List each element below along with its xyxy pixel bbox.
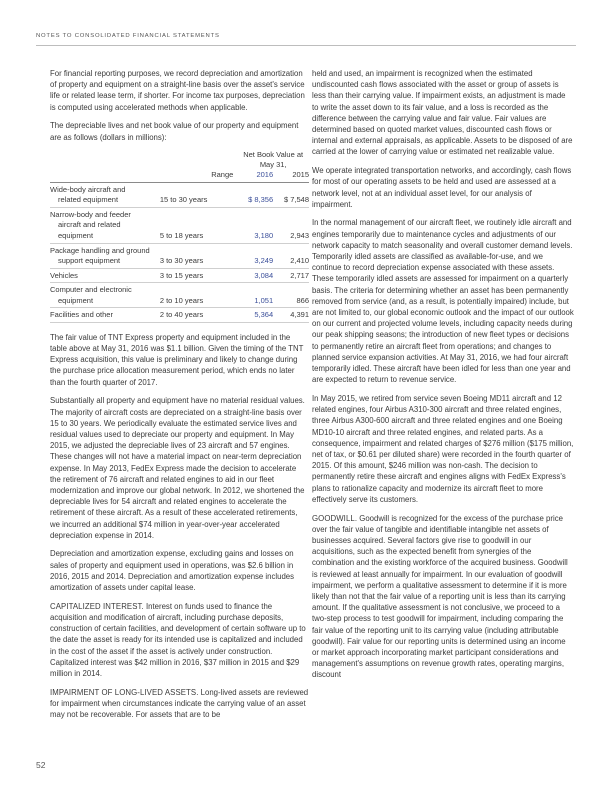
row-range: 15 to 30 years (154, 183, 237, 208)
section-heading-impairment: IMPAIRMENT OF LONG-LIVED ASSETS. (50, 687, 199, 697)
table-row (50, 183, 309, 208)
goodwill-text: Goodwill is recognized for the excess of the purchase price over the fair value of tangible and identifiable intangible net assets of businesses acquired. Several factors give rise to goodwill in our acquisitions, such as the expected benefit from synergies of the combination and the existing workforce of the acquired business. Goodwill is reviewed at least annually for impairment. In our evaluation of goodwill impairment, we perform a qualitative assessment to determine if it is more likely than not that the fair value of a reporting unit is less than its carrying amount. If the qualitative assessment is not conclusive, we proceed to a two-step process to test goodwill for impairment, including comparing the fair value of the reporting unit to its carrying value (including attributable goodwill). Fair value for our reporting units is determined using an income or market approach incorporating market participant considerations and management's assumptions on revenue growth rates, operating margins, discount (312, 513, 568, 680)
header-divider (36, 45, 576, 46)
paragraph-tnt-fair-value: The fair value of TNT Express property and equipment included in the table above at May 31, 2016 was $1.1 billion. Given the timing of the TNT Express acquisition, this value is preliminary and likely to change during the purchase price allocation measurement period, which ends no later than the fourth quarter of 2017. (50, 332, 304, 387)
row-label-cont: equipment (58, 295, 94, 305)
row-value-2016: 3,084 (237, 269, 273, 283)
row-value-2016: 1,051 (237, 283, 273, 308)
row-value-2016: 5,364 (237, 308, 273, 322)
row-label: Narrow-body and feeder (50, 209, 131, 219)
row-label-cont: aircraft and related equipment (58, 220, 121, 241)
running-header: NOTES TO CONSOLIDATED FINANCIAL STATEMENTS (36, 33, 220, 39)
row-value-2016: $ 8,356 (237, 183, 273, 208)
paragraph-depreciation-policy: For financial reporting purposes, we record depreciation and amortization of property and equipment on a straight-line basis over the asset's service life or related lease term, if shorter. For income tax purposes, depreciation is computed using accelerated methods when applicable. (50, 69, 305, 112)
left-column (50, 68, 309, 728)
row-range: 2 to 10 years (154, 283, 237, 308)
capitalized-interest-text: Interest on funds used to finance the acquisition and modification of aircraft, including purchase deposits, construction of certain facilities, and development of certain software up to the date the asset is ready for its intended use is capitalized and included in the cost of the asset if the asset is actively under construction. Capitalized interest was $42 million in 2016, $37 million in 2015 and $29 million in 2014. (50, 601, 306, 678)
section-heading-capitalized-interest: CAPITALIZED INTEREST. (50, 601, 144, 611)
paragraph-retired-aircraft: In May 2015, we retired from service seven Boeing MD11 aircraft and 12 related engines, four Airbus A310-300 aircraft and three related engines, three Airbus A300-600 aircraft and three related engines and one Boeing MD10-10 aircraft and three related engines, and related parts. As a consequence, impairment and related charges of $276 million ($175 million, net of tax, or $0.61 per diluted share) were recorded in the fourth quarter of 2015. Of this amount, $246 million was non-cash. The decision to permanently retire these aircraft and engines aligns with FedEx Express's plans to rationalize capacity and modernize its aircraft fleet to more effectively serve its customers. (312, 393, 574, 504)
paragraph-capitalized-interest (50, 601, 309, 679)
row-value-2015: $ 7,548 (273, 183, 309, 208)
paragraph-goodwill (312, 513, 574, 681)
paragraph-table-intro: The depreciable lives and net book value of our property and equipment are as follows (dollars in millions): (50, 121, 299, 142)
table-row (50, 269, 309, 283)
row-value-2016: 3,249 (237, 244, 273, 269)
row-value-2015: 866 (273, 283, 309, 308)
paragraph-impairment (50, 687, 309, 721)
column-header-2016: 2016 (237, 170, 273, 182)
right-column (312, 68, 574, 688)
row-label-cont: support equipment (58, 256, 121, 266)
impairment-text: Long-lived assets are reviewed for impairment when circumstances indicate the carrying value of an asset may not be recoverable. For assets that are to be (50, 687, 309, 720)
table-row (50, 244, 309, 269)
row-value-2015: 2,943 (273, 208, 309, 244)
depreciable-lives-table (50, 150, 309, 323)
row-value-2016: 3,180 (237, 208, 273, 244)
row-range: 3 to 15 years (154, 269, 237, 283)
row-label-cont: related equipment (58, 195, 119, 205)
table-row (50, 208, 309, 244)
table-row (50, 283, 309, 308)
row-label: Facilities and other (50, 309, 113, 319)
table-super-header: Net Book Value at May 31, (243, 150, 304, 170)
row-range: 5 to 18 years (154, 208, 237, 244)
row-value-2015: 2,410 (273, 244, 309, 269)
row-label: Wide-body aircraft and (50, 184, 126, 194)
row-range: 3 to 30 years (154, 244, 237, 269)
page-number: 52 (36, 760, 46, 770)
row-label: Package handling and ground (50, 245, 150, 255)
column-header-2015: 2015 (273, 170, 309, 182)
row-value-2015: 4,391 (273, 308, 309, 322)
paragraph-impairment-cont: held and used, an impairment is recognized when the estimated undiscounted cash flows associated with the asset or group of assets is less than their carrying value. If impairment exists, an adjustment is made to write the asset down to its fair value, and a loss is recorded as the difference between the carrying value and fair value. Fair values are determined based on quoted market values, discounted cash flows or internal and external appraisals, as applicable. Assets to be disposed of are carried at the lower of carrying value or estimated net realizable value. (312, 69, 573, 157)
row-label: Vehicles (50, 270, 78, 280)
paragraph-idled-aircraft: In the normal management of our aircraft fleet, we routinely idle aircraft and engines temporarily due to maintenance cycles and adjustments of our network capacity to match seasonality and overall customer demand levels. Temporarily idled assets are classified as available-for-use, and we continue to record depreciation expense associated with these assets. These temporarily idled assets are assessed for impairment on a quarterly basis. The criteria for determining whether an asset has been permanently removed from service (and, as a result, is potentially impaired) include, but are not limited to, our global economic outlook and the impact of our outlook on our current and projected volume levels, including capacity needs during our peak shipping seasons; the introduction of new fleet types or decisions to permanently retire an aircraft fleet from operations; and changes to planned service expansion activities. At May 31, 2016, we had four aircraft temporarily idled. These aircraft have been idled for less than one year and are expected to return to revenue service. (312, 218, 574, 385)
paragraph-residual-values: Substantially all property and equipment have no material residual values. The majority of aircraft costs are depreciated on a straight-line basis over 15 to 30 years. We periodically evaluate the estimated service lives and residual values used to depreciate our property and equipment. In May 2015, we adjusted the depreciable lives of 23 aircraft and 57 engines. These changes will not have a material impact on near-term depreciation expense. In May 2013, FedEx Express made the decision to accelerate the retirement of 76 aircraft and related engines to aid in our fleet modernization and improve our global network. In 2012, we shortened the depreciable lives for 54 aircraft and related engines to accelerate the retirement of these aircraft. As a result of these accelerated retirements, we incurred an additional $74 million in year-over-year accelerated depreciation expense in 2014. (50, 396, 305, 540)
column-header-range: Range (154, 170, 237, 182)
section-heading-goodwill: GOODWILL. (312, 513, 358, 523)
row-value-2015: 2,717 (273, 269, 309, 283)
table-row (50, 308, 309, 322)
paragraph-depreciation-expense: Depreciation and amortization expense, excluding gains and losses on sales of property and equipment used in operations, was $2.6 billion in 2016, 2015 and 2014. Depreciation and amortization expense includes amortization of assets under capital lease. (50, 549, 295, 593)
row-range: 2 to 40 years (154, 308, 237, 322)
paragraph-network-level: We operate integrated transportation networks, and accordingly, cash flows for most of our operating assets to be held and used are assessed at a network level, not at an individual asset level, for our analysis of impairment. (312, 166, 572, 209)
row-label: Computer and electronic (50, 284, 132, 294)
